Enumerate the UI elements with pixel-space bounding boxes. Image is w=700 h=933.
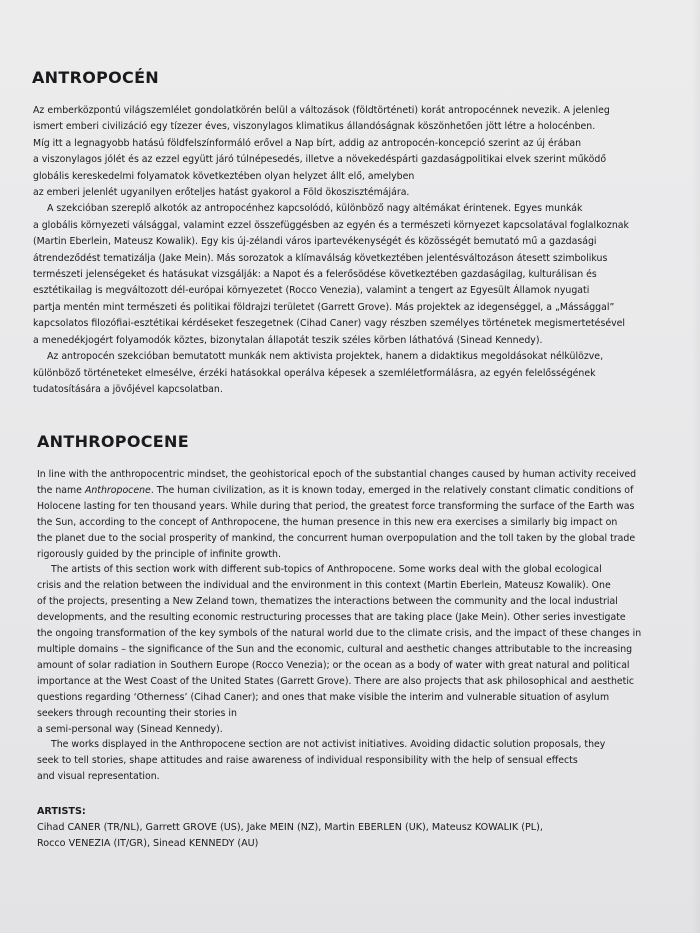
text-run: amount of solar radiation in Southern Europe (Rocco Venezia); or the ocean as a body of water with great natural and political — [37, 659, 630, 671]
artists-line: Cihad CANER (TR/NL), Garrett GROVE (US), Jake MEIN (NZ), Martin EBERLEN (UK), Mateusz KOWALIK (PL), — [37, 822, 543, 833]
text-run: rigorously guided by the principle of infinite growth. — [37, 548, 281, 560]
hungarian-body-text — [33, 103, 629, 398]
hungarian-text-line: a globális környezeti válsággal, valamint ezzel összefüggésben az egyén és a természeti környezet kapcsolatával foglalkoznak — [33, 219, 629, 231]
hungarian-text-line: a viszonylagos jólét és az ezzel együtt járó túlnépesedés, illetve a növekedéspárti gazdaságpolitikai elvek szerint működő — [33, 154, 607, 166]
hungarian-text-line: partja mentén mint természeti és politikai földrajzi területet (Garrett Grove). Más projektek az idegenséggel, a „Mássággal” — [33, 301, 615, 313]
english-text-line — [37, 674, 641, 690]
hungarian-text-line: különböző történeteket elmesélve, érzéki hatásokkal operálva képesek a szemléletformálásra, az egyén felelősségének — [33, 367, 596, 379]
english-text-line — [37, 499, 641, 515]
hungarian-text-line: átrendeződést tematizálja (Jake Mein). Más sorozatok a klímaválság következtében jelentésváltozáson átesett szimbolikus — [33, 252, 608, 264]
hungarian-text-line: Az emberközpontú világszemlélet gondolatkörén belül a változások (földtörténeti) korát antropocénnek nevezik. A jelenleg — [33, 105, 610, 116]
hungarian-text-line: kapcsolatos filozófiai-esztétikai kérdéseket feszegetnek (Cihad Caner) vagy részben személyes történetek megismertetésével — [33, 318, 626, 330]
english-text-line — [37, 642, 641, 658]
text-run: questions regarding ‘Otherness’ (Cihad Caner); and ones that make visible the interim and vulnerable situation of asylum — [37, 691, 610, 703]
text-run: the planet due to the social prosperity of mankind, the concurrent human overpopulation and the toll taken by the global trade — [37, 532, 636, 544]
english-text-line — [37, 531, 641, 547]
text-run: seekers through recounting their stories in — [37, 707, 237, 719]
english-title: ANTHROPOCENE — [37, 432, 189, 451]
text-run: The artists of this section work with different sub-topics of Anthropocene. Some works deal with the global ecological — [51, 564, 602, 576]
english-text-line — [37, 562, 641, 578]
text-run: Holocene lasting for ten thousand years. While during that period, the greatest force transforming the surface of the Earth was — [37, 500, 635, 512]
text-run: of the projects, presenting a New Zeland town, thematizes the interactions between the community and the local industrial — [37, 596, 618, 608]
hungarian-text-line: az emberi jelenlét ugyanilyen erőteljes hatást gyakorol a Föld ökoszisztémájára. — [33, 187, 410, 199]
text-run: the name — [37, 484, 85, 496]
text-run: The works displayed in the Anthropocene section are not activist initiatives. Avoiding didactic solution proposals, they — [51, 739, 606, 751]
english-text-line — [37, 722, 641, 738]
artists-list — [37, 820, 543, 851]
text-run: multiple domains – the significance of the Sun and the economic, cultural and aesthetic changes attributable to the increasing — [37, 643, 633, 655]
english-text-line — [37, 483, 641, 499]
italic-term: Anthropocene — [84, 484, 151, 496]
english-text-line — [37, 690, 641, 706]
hungarian-title: ANTROPOCÉN — [32, 68, 159, 87]
hungarian-text-line: Míg itt a legnagyobb hatású földfelszínformáló erővel a Nap bírt, addig az antropocén-koncepció szerint az új érában — [33, 137, 582, 149]
english-text-line — [37, 706, 641, 722]
english-text-line — [37, 578, 641, 594]
english-text-line — [37, 658, 641, 674]
text-run: seek to tell stories, shape attitudes and raise awareness of individual responsibility with the help of sensual effects — [37, 755, 578, 767]
hungarian-text-line: Az antropocén szekcióban bemutatott munkák nem aktivista projektek, hanem a didaktikus megoldásokat nélkülözve, — [47, 351, 604, 363]
text-run: the Sun, according to the concept of Anthropocene, the human presence in this new era exercises a similarly big impact on — [37, 516, 618, 528]
text-run: the ongoing transformation of the key symbols of the natural world due to the climate crisis, and the impact of these changes in — [37, 628, 642, 640]
english-text-line — [37, 610, 641, 626]
hungarian-text-line: a menedékjogért folyamodók köztes, bizonytalan állapotát teszik széles körben láthatóvá (Sinead Kennedy). — [33, 334, 543, 346]
english-text-line — [37, 467, 641, 483]
text-run: developments, and the resulting economic restructuring processes that are taking place (Jake Mein). Other series investigate — [37, 612, 626, 624]
hungarian-text-line: (Martin Eberlein, Mateusz Kowalik). Egy kis új-zélandi város ipartevékenységét és közösségét bemutató mű a gazdasági — [33, 236, 597, 248]
hungarian-text-line: természeti jelenségeket és hatásukat vizsgálják: a Napot és a felerősödése következtében gazdaságilag, kulturálisan és — [33, 269, 597, 281]
hungarian-text-line: ismert emberi civilizáció egy tízezer éves, viszonylagos klimatikus állandóságnak köszönhetően jött létre a holocénben. — [33, 121, 596, 133]
english-text-line — [37, 594, 641, 610]
page-edge-shadow — [692, 0, 700, 933]
text-run: and visual representation. — [37, 771, 160, 783]
english-text-line — [37, 515, 641, 531]
text-run: a semi-personal way (Sinead Kennedy). — [37, 723, 223, 735]
english-text-line — [37, 737, 641, 753]
text-run: crisis and the relation between the individual and the environment in this context (Martin Eberlein, Mateusz Kowalik). One — [37, 580, 611, 592]
hungarian-text-line: tudatosítására a jövőjével kapcsolatban. — [33, 383, 223, 395]
english-text-line — [37, 626, 641, 642]
english-text-line — [37, 547, 641, 563]
text-run: In line with the anthropocentric mindset, the geohistorical epoch of the substantial changes caused by human activity received — [37, 469, 637, 480]
english-body-text — [37, 467, 641, 785]
artists-label: ARTISTS: — [37, 806, 86, 817]
artists-line: Rocco VENEZIA (IT/GR), Sinead KENNEDY (AU) — [37, 837, 259, 849]
english-text-line — [37, 769, 641, 785]
text-run: importance at the West Coast of the United States (Garrett Grove). There are also projects that ask philosophical and aesthetic — [37, 675, 635, 687]
english-text-line — [37, 753, 641, 769]
text-run: . The human civilization, as it is known today, emerged in the relatively constant climatic conditions of — [150, 484, 634, 496]
hungarian-text-line: A szekcióban szereplő alkotók az antropocénhez kapcsolódó, különböző nagy altémákat érintenek. Egyes munkák — [47, 203, 583, 215]
hungarian-text-line: esztétikailag is megváltozott dél-európai környezetet (Rocco Venezia), valamint a tengert az Egyesült Államok nyugati — [33, 285, 590, 297]
hungarian-text-line: globális kereskedelmi folyamatok következtében olyan helyzet állt elő, amelyben — [33, 170, 415, 182]
